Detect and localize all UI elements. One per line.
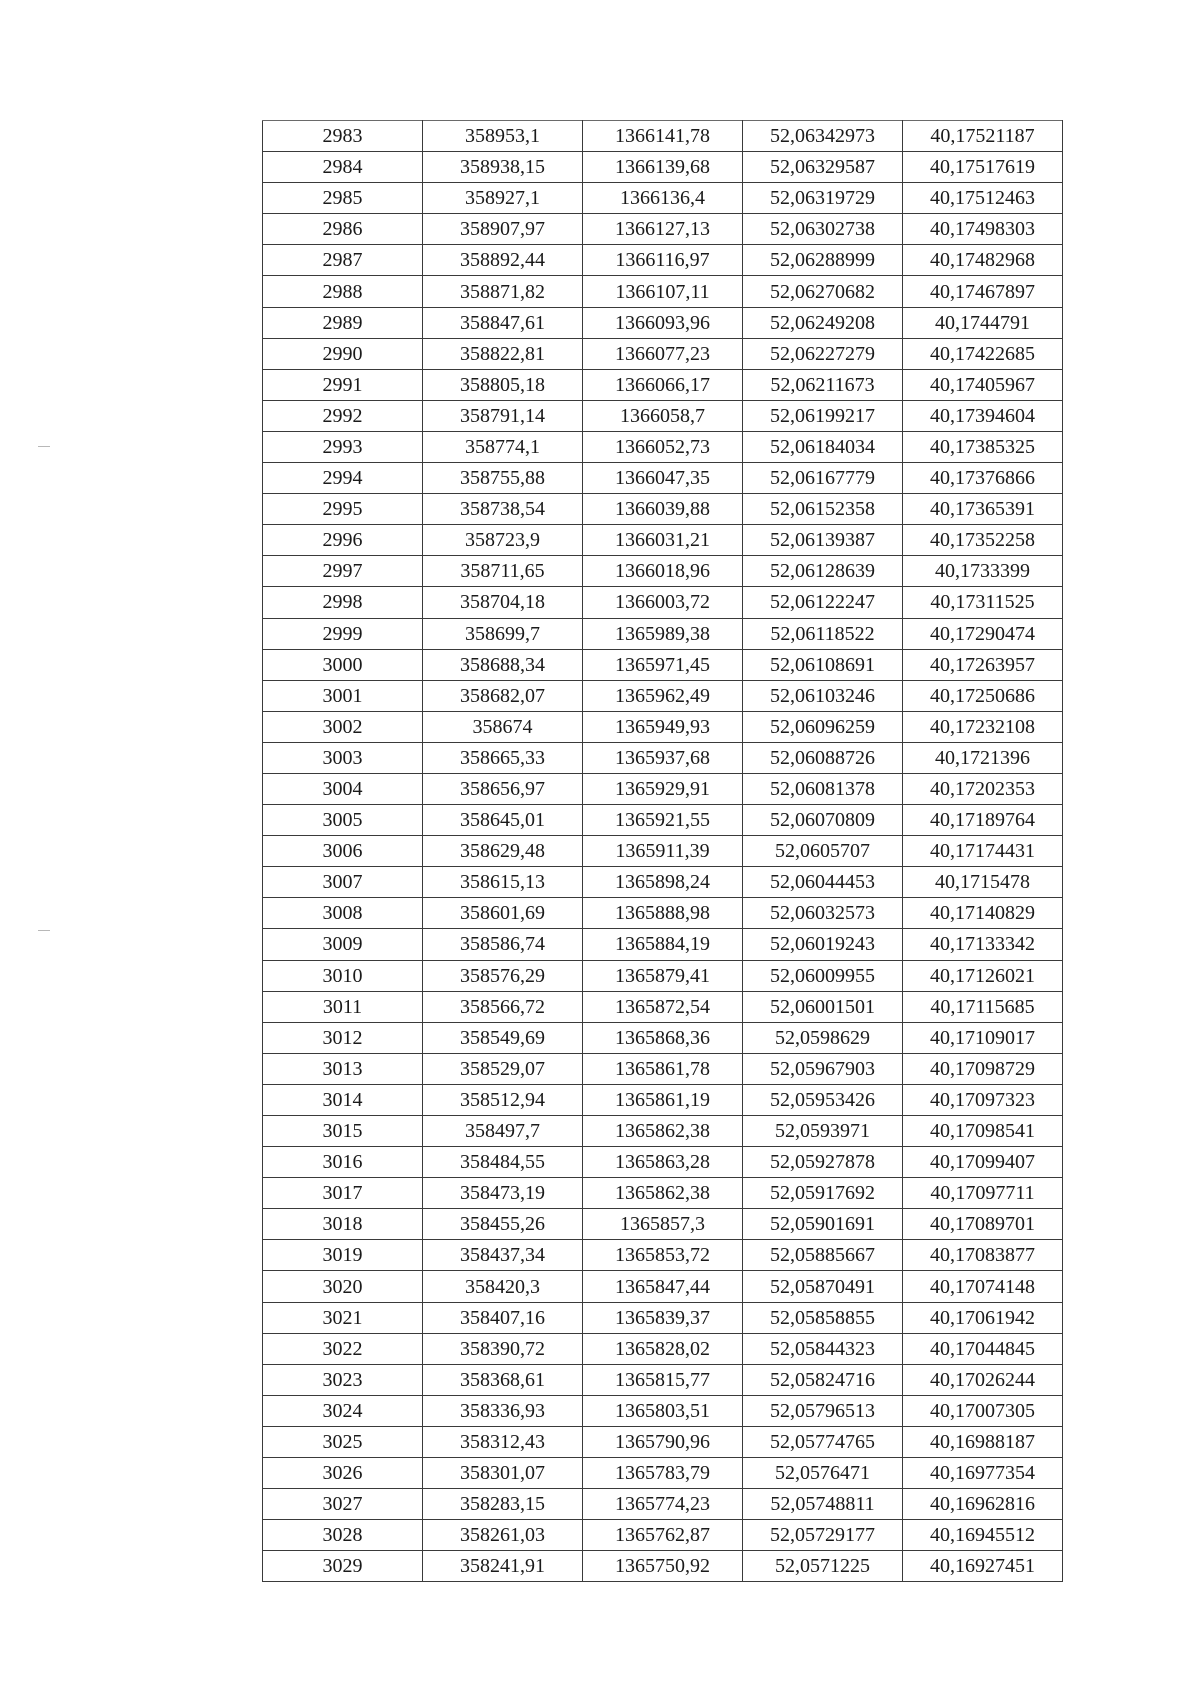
y-coordinate-cell: 1365911,39 — [583, 836, 743, 867]
x-coordinate-cell: 358723,9 — [423, 525, 583, 556]
y-coordinate-cell: 1365888,98 — [583, 898, 743, 929]
y-coordinate-cell: 1366139,68 — [583, 152, 743, 183]
point-number-cell: 3017 — [263, 1178, 423, 1209]
latitude-cell: 52,06329587 — [743, 152, 903, 183]
table-row — [263, 867, 1063, 898]
table-row — [263, 991, 1063, 1022]
longitude-cell: 40,17126021 — [903, 960, 1063, 991]
table-row — [263, 463, 1063, 494]
table-row — [263, 400, 1063, 431]
longitude-cell: 40,17109017 — [903, 1022, 1063, 1053]
point-number-cell: 2991 — [263, 369, 423, 400]
point-number-cell: 3024 — [263, 1395, 423, 1426]
y-coordinate-cell: 1365853,72 — [583, 1240, 743, 1271]
point-number-cell: 2988 — [263, 276, 423, 307]
table-row — [263, 1520, 1063, 1551]
y-coordinate-cell: 1366136,4 — [583, 183, 743, 214]
latitude-cell: 52,05824716 — [743, 1364, 903, 1395]
x-coordinate-cell: 358390,72 — [423, 1333, 583, 1364]
x-coordinate-cell: 358629,48 — [423, 836, 583, 867]
latitude-cell: 52,06227279 — [743, 338, 903, 369]
latitude-cell: 52,06319729 — [743, 183, 903, 214]
y-coordinate-cell: 1365962,49 — [583, 680, 743, 711]
latitude-cell: 52,05844323 — [743, 1333, 903, 1364]
longitude-cell: 40,17074148 — [903, 1271, 1063, 1302]
y-coordinate-cell: 1365790,96 — [583, 1426, 743, 1457]
latitude-cell: 52,06019243 — [743, 929, 903, 960]
y-coordinate-cell: 1366003,72 — [583, 587, 743, 618]
x-coordinate-cell: 358566,72 — [423, 991, 583, 1022]
point-number-cell: 2992 — [263, 400, 423, 431]
x-coordinate-cell: 358529,07 — [423, 1053, 583, 1084]
table-row — [263, 1053, 1063, 1084]
table-row — [263, 1084, 1063, 1115]
coordinates-table — [262, 120, 1063, 1582]
longitude-cell: 40,17097323 — [903, 1084, 1063, 1115]
longitude-cell: 40,17467897 — [903, 276, 1063, 307]
point-number-cell: 3018 — [263, 1209, 423, 1240]
point-number-cell: 3004 — [263, 773, 423, 804]
point-number-cell: 3007 — [263, 867, 423, 898]
latitude-cell: 52,05774765 — [743, 1426, 903, 1457]
longitude-cell: 40,17250686 — [903, 680, 1063, 711]
point-number-cell: 3015 — [263, 1116, 423, 1147]
point-number-cell: 3019 — [263, 1240, 423, 1271]
table-row — [263, 898, 1063, 929]
longitude-cell: 40,17311525 — [903, 587, 1063, 618]
y-coordinate-cell: 1366093,96 — [583, 307, 743, 338]
x-coordinate-cell: 358301,07 — [423, 1458, 583, 1489]
longitude-cell: 40,17394604 — [903, 400, 1063, 431]
x-coordinate-cell: 358805,18 — [423, 369, 583, 400]
point-number-cell: 3025 — [263, 1426, 423, 1457]
point-number-cell: 2990 — [263, 338, 423, 369]
y-coordinate-cell: 1365862,38 — [583, 1116, 743, 1147]
table-row — [263, 525, 1063, 556]
table-row — [263, 1271, 1063, 1302]
point-number-cell: 3011 — [263, 991, 423, 1022]
margin-mark — [38, 446, 50, 447]
y-coordinate-cell: 1365929,91 — [583, 773, 743, 804]
table-row — [263, 1364, 1063, 1395]
y-coordinate-cell: 1366018,96 — [583, 556, 743, 587]
x-coordinate-cell: 358791,14 — [423, 400, 583, 431]
y-coordinate-cell: 1366039,88 — [583, 494, 743, 525]
point-number-cell: 2993 — [263, 431, 423, 462]
longitude-cell: 40,17263957 — [903, 649, 1063, 680]
longitude-cell: 40,17083877 — [903, 1240, 1063, 1271]
x-coordinate-cell: 358699,7 — [423, 618, 583, 649]
y-coordinate-cell: 1366107,11 — [583, 276, 743, 307]
point-number-cell: 2985 — [263, 183, 423, 214]
table-row — [263, 1147, 1063, 1178]
longitude-cell: 40,17133342 — [903, 929, 1063, 960]
longitude-cell: 40,17140829 — [903, 898, 1063, 929]
longitude-cell: 40,17290474 — [903, 618, 1063, 649]
latitude-cell: 52,06167779 — [743, 463, 903, 494]
latitude-cell: 52,06302738 — [743, 214, 903, 245]
point-number-cell: 3029 — [263, 1551, 423, 1582]
longitude-cell: 40,16962816 — [903, 1489, 1063, 1520]
y-coordinate-cell: 1366141,78 — [583, 121, 743, 152]
y-coordinate-cell: 1365898,24 — [583, 867, 743, 898]
table-row — [263, 556, 1063, 587]
point-number-cell: 2999 — [263, 618, 423, 649]
table-row — [263, 742, 1063, 773]
y-coordinate-cell: 1365839,37 — [583, 1302, 743, 1333]
latitude-cell: 52,06044453 — [743, 867, 903, 898]
y-coordinate-cell: 1365971,45 — [583, 649, 743, 680]
point-number-cell: 3023 — [263, 1364, 423, 1395]
x-coordinate-cell: 358336,93 — [423, 1395, 583, 1426]
x-coordinate-cell: 358938,15 — [423, 152, 583, 183]
point-number-cell: 2994 — [263, 463, 423, 494]
x-coordinate-cell: 358586,74 — [423, 929, 583, 960]
x-coordinate-cell: 358615,13 — [423, 867, 583, 898]
x-coordinate-cell: 358437,34 — [423, 1240, 583, 1271]
x-coordinate-cell: 358755,88 — [423, 463, 583, 494]
latitude-cell: 52,06122247 — [743, 587, 903, 618]
y-coordinate-cell: 1365862,38 — [583, 1178, 743, 1209]
latitude-cell: 52,05901691 — [743, 1209, 903, 1240]
longitude-cell: 40,17044845 — [903, 1333, 1063, 1364]
x-coordinate-cell: 358420,3 — [423, 1271, 583, 1302]
point-number-cell: 3012 — [263, 1022, 423, 1053]
table-row — [263, 1240, 1063, 1271]
table-row — [263, 214, 1063, 245]
x-coordinate-cell: 358927,1 — [423, 183, 583, 214]
x-coordinate-cell: 358688,34 — [423, 649, 583, 680]
latitude-cell: 52,0571225 — [743, 1551, 903, 1582]
point-number-cell: 3013 — [263, 1053, 423, 1084]
table-row — [263, 1551, 1063, 1582]
latitude-cell: 52,06139387 — [743, 525, 903, 556]
point-number-cell: 2998 — [263, 587, 423, 618]
y-coordinate-cell: 1365949,93 — [583, 711, 743, 742]
latitude-cell: 52,05870491 — [743, 1271, 903, 1302]
latitude-cell: 52,06211673 — [743, 369, 903, 400]
longitude-cell: 40,16927451 — [903, 1551, 1063, 1582]
latitude-cell: 52,06152358 — [743, 494, 903, 525]
y-coordinate-cell: 1365921,55 — [583, 805, 743, 836]
point-number-cell: 2987 — [263, 245, 423, 276]
table-row — [263, 245, 1063, 276]
latitude-cell: 52,05748811 — [743, 1489, 903, 1520]
latitude-cell: 52,06249208 — [743, 307, 903, 338]
latitude-cell: 52,06088726 — [743, 742, 903, 773]
longitude-cell: 40,17512463 — [903, 183, 1063, 214]
longitude-cell: 40,17098541 — [903, 1116, 1063, 1147]
point-number-cell: 3021 — [263, 1302, 423, 1333]
y-coordinate-cell: 1365815,77 — [583, 1364, 743, 1395]
x-coordinate-cell: 358665,33 — [423, 742, 583, 773]
table-row — [263, 805, 1063, 836]
y-coordinate-cell: 1365847,44 — [583, 1271, 743, 1302]
latitude-cell: 52,06096259 — [743, 711, 903, 742]
table-row — [263, 307, 1063, 338]
latitude-cell: 52,06128639 — [743, 556, 903, 587]
x-coordinate-cell: 358822,81 — [423, 338, 583, 369]
y-coordinate-cell: 1366116,97 — [583, 245, 743, 276]
longitude-cell: 40,1744791 — [903, 307, 1063, 338]
latitude-cell: 52,06288999 — [743, 245, 903, 276]
longitude-cell: 40,17517619 — [903, 152, 1063, 183]
y-coordinate-cell: 1365861,19 — [583, 1084, 743, 1115]
table-row — [263, 276, 1063, 307]
x-coordinate-cell: 358645,01 — [423, 805, 583, 836]
table-row — [263, 618, 1063, 649]
point-number-cell: 2984 — [263, 152, 423, 183]
longitude-cell: 40,17365391 — [903, 494, 1063, 525]
table-row — [263, 711, 1063, 742]
y-coordinate-cell: 1366127,13 — [583, 214, 743, 245]
table-row — [263, 1116, 1063, 1147]
latitude-cell: 52,05967903 — [743, 1053, 903, 1084]
x-coordinate-cell: 358368,61 — [423, 1364, 583, 1395]
table-row — [263, 1333, 1063, 1364]
table-row — [263, 494, 1063, 525]
point-number-cell: 3020 — [263, 1271, 423, 1302]
longitude-cell: 40,1733399 — [903, 556, 1063, 587]
longitude-cell: 40,1721396 — [903, 742, 1063, 773]
table-row — [263, 1395, 1063, 1426]
y-coordinate-cell: 1365783,79 — [583, 1458, 743, 1489]
table-row — [263, 1209, 1063, 1240]
x-coordinate-cell: 358473,19 — [423, 1178, 583, 1209]
x-coordinate-cell: 358549,69 — [423, 1022, 583, 1053]
x-coordinate-cell: 358576,29 — [423, 960, 583, 991]
table-row — [263, 338, 1063, 369]
y-coordinate-cell: 1366058,7 — [583, 400, 743, 431]
latitude-cell: 52,05953426 — [743, 1084, 903, 1115]
latitude-cell: 52,06081378 — [743, 773, 903, 804]
longitude-cell: 40,17007305 — [903, 1395, 1063, 1426]
table-row — [263, 1178, 1063, 1209]
x-coordinate-cell: 358704,18 — [423, 587, 583, 618]
x-coordinate-cell: 358312,43 — [423, 1426, 583, 1457]
point-number-cell: 3016 — [263, 1147, 423, 1178]
longitude-cell: 40,17521187 — [903, 121, 1063, 152]
latitude-cell: 52,0605707 — [743, 836, 903, 867]
point-number-cell: 3026 — [263, 1458, 423, 1489]
y-coordinate-cell: 1365879,41 — [583, 960, 743, 991]
y-coordinate-cell: 1365863,28 — [583, 1147, 743, 1178]
table-row — [263, 773, 1063, 804]
point-number-cell: 3010 — [263, 960, 423, 991]
x-coordinate-cell: 358455,26 — [423, 1209, 583, 1240]
table-row — [263, 1426, 1063, 1457]
y-coordinate-cell: 1365828,02 — [583, 1333, 743, 1364]
y-coordinate-cell: 1365762,87 — [583, 1520, 743, 1551]
longitude-cell: 40,17405967 — [903, 369, 1063, 400]
x-coordinate-cell: 358407,16 — [423, 1302, 583, 1333]
y-coordinate-cell: 1366077,23 — [583, 338, 743, 369]
y-coordinate-cell: 1365774,23 — [583, 1489, 743, 1520]
longitude-cell: 40,16988187 — [903, 1426, 1063, 1457]
point-number-cell: 3003 — [263, 742, 423, 773]
y-coordinate-cell: 1366047,35 — [583, 463, 743, 494]
point-number-cell: 3008 — [263, 898, 423, 929]
point-number-cell: 3000 — [263, 649, 423, 680]
table-row — [263, 369, 1063, 400]
table-row — [263, 1489, 1063, 1520]
table-row — [263, 1458, 1063, 1489]
latitude-cell: 52,0593971 — [743, 1116, 903, 1147]
latitude-cell: 52,06184034 — [743, 431, 903, 462]
point-number-cell: 3009 — [263, 929, 423, 960]
table-row — [263, 431, 1063, 462]
point-number-cell: 3005 — [263, 805, 423, 836]
longitude-cell: 40,17352258 — [903, 525, 1063, 556]
table-row — [263, 121, 1063, 152]
longitude-cell: 40,17482968 — [903, 245, 1063, 276]
x-coordinate-cell: 358674 — [423, 711, 583, 742]
table-row — [263, 680, 1063, 711]
latitude-cell: 52,06270682 — [743, 276, 903, 307]
longitude-cell: 40,17097711 — [903, 1178, 1063, 1209]
longitude-cell: 40,17422685 — [903, 338, 1063, 369]
x-coordinate-cell: 358241,91 — [423, 1551, 583, 1582]
table-row — [263, 1302, 1063, 1333]
y-coordinate-cell: 1366052,73 — [583, 431, 743, 462]
latitude-cell: 52,05796513 — [743, 1395, 903, 1426]
x-coordinate-cell: 358738,54 — [423, 494, 583, 525]
x-coordinate-cell: 358953,1 — [423, 121, 583, 152]
latitude-cell: 52,06032573 — [743, 898, 903, 929]
table-row — [263, 1022, 1063, 1053]
point-number-cell: 2997 — [263, 556, 423, 587]
x-coordinate-cell: 358907,97 — [423, 214, 583, 245]
table-row — [263, 152, 1063, 183]
x-coordinate-cell: 358656,97 — [423, 773, 583, 804]
point-number-cell: 3028 — [263, 1520, 423, 1551]
table-row — [263, 960, 1063, 991]
margin-mark — [38, 930, 50, 931]
point-number-cell: 2996 — [263, 525, 423, 556]
point-number-cell: 3006 — [263, 836, 423, 867]
x-coordinate-cell: 358711,65 — [423, 556, 583, 587]
y-coordinate-cell: 1365989,38 — [583, 618, 743, 649]
x-coordinate-cell: 358682,07 — [423, 680, 583, 711]
latitude-cell: 52,0576471 — [743, 1458, 903, 1489]
latitude-cell: 52,06199217 — [743, 400, 903, 431]
latitude-cell: 52,0598629 — [743, 1022, 903, 1053]
latitude-cell: 52,05858855 — [743, 1302, 903, 1333]
x-coordinate-cell: 358497,7 — [423, 1116, 583, 1147]
y-coordinate-cell: 1365857,3 — [583, 1209, 743, 1240]
table-row — [263, 183, 1063, 214]
y-coordinate-cell: 1366066,17 — [583, 369, 743, 400]
x-coordinate-cell: 358871,82 — [423, 276, 583, 307]
point-number-cell: 3022 — [263, 1333, 423, 1364]
latitude-cell: 52,06118522 — [743, 618, 903, 649]
point-number-cell: 2989 — [263, 307, 423, 338]
longitude-cell: 40,17115685 — [903, 991, 1063, 1022]
longitude-cell: 40,16945512 — [903, 1520, 1063, 1551]
table-row — [263, 649, 1063, 680]
latitude-cell: 52,06009955 — [743, 960, 903, 991]
y-coordinate-cell: 1365861,78 — [583, 1053, 743, 1084]
y-coordinate-cell: 1365803,51 — [583, 1395, 743, 1426]
longitude-cell: 40,17099407 — [903, 1147, 1063, 1178]
x-coordinate-cell: 358847,61 — [423, 307, 583, 338]
x-coordinate-cell: 358484,55 — [423, 1147, 583, 1178]
point-number-cell: 2983 — [263, 121, 423, 152]
point-number-cell: 3002 — [263, 711, 423, 742]
longitude-cell: 40,1715478 — [903, 867, 1063, 898]
latitude-cell: 52,06103246 — [743, 680, 903, 711]
point-number-cell: 2995 — [263, 494, 423, 525]
longitude-cell: 40,17089701 — [903, 1209, 1063, 1240]
longitude-cell: 40,17061942 — [903, 1302, 1063, 1333]
longitude-cell: 40,17376866 — [903, 463, 1063, 494]
point-number-cell: 3001 — [263, 680, 423, 711]
x-coordinate-cell: 358261,03 — [423, 1520, 583, 1551]
x-coordinate-cell: 358892,44 — [423, 245, 583, 276]
longitude-cell: 40,17385325 — [903, 431, 1063, 462]
y-coordinate-cell: 1365872,54 — [583, 991, 743, 1022]
longitude-cell: 40,16977354 — [903, 1458, 1063, 1489]
latitude-cell: 52,06070809 — [743, 805, 903, 836]
x-coordinate-cell: 358283,15 — [423, 1489, 583, 1520]
latitude-cell: 52,06001501 — [743, 991, 903, 1022]
y-coordinate-cell: 1365937,68 — [583, 742, 743, 773]
longitude-cell: 40,17174431 — [903, 836, 1063, 867]
y-coordinate-cell: 1365868,36 — [583, 1022, 743, 1053]
longitude-cell: 40,17498303 — [903, 214, 1063, 245]
latitude-cell: 52,05729177 — [743, 1520, 903, 1551]
x-coordinate-cell: 358512,94 — [423, 1084, 583, 1115]
latitude-cell: 52,05917692 — [743, 1178, 903, 1209]
latitude-cell: 52,05885667 — [743, 1240, 903, 1271]
longitude-cell: 40,17232108 — [903, 711, 1063, 742]
x-coordinate-cell: 358774,1 — [423, 431, 583, 462]
latitude-cell: 52,05927878 — [743, 1147, 903, 1178]
longitude-cell: 40,17202353 — [903, 773, 1063, 804]
coordinates-table-body — [263, 121, 1063, 1582]
y-coordinate-cell: 1365884,19 — [583, 929, 743, 960]
x-coordinate-cell: 358601,69 — [423, 898, 583, 929]
point-number-cell: 2986 — [263, 214, 423, 245]
table-row — [263, 929, 1063, 960]
y-coordinate-cell: 1366031,21 — [583, 525, 743, 556]
point-number-cell: 3014 — [263, 1084, 423, 1115]
latitude-cell: 52,06108691 — [743, 649, 903, 680]
table-row — [263, 587, 1063, 618]
longitude-cell: 40,17026244 — [903, 1364, 1063, 1395]
longitude-cell: 40,17189764 — [903, 805, 1063, 836]
table-row — [263, 836, 1063, 867]
latitude-cell: 52,06342973 — [743, 121, 903, 152]
point-number-cell: 3027 — [263, 1489, 423, 1520]
y-coordinate-cell: 1365750,92 — [583, 1551, 743, 1582]
longitude-cell: 40,17098729 — [903, 1053, 1063, 1084]
